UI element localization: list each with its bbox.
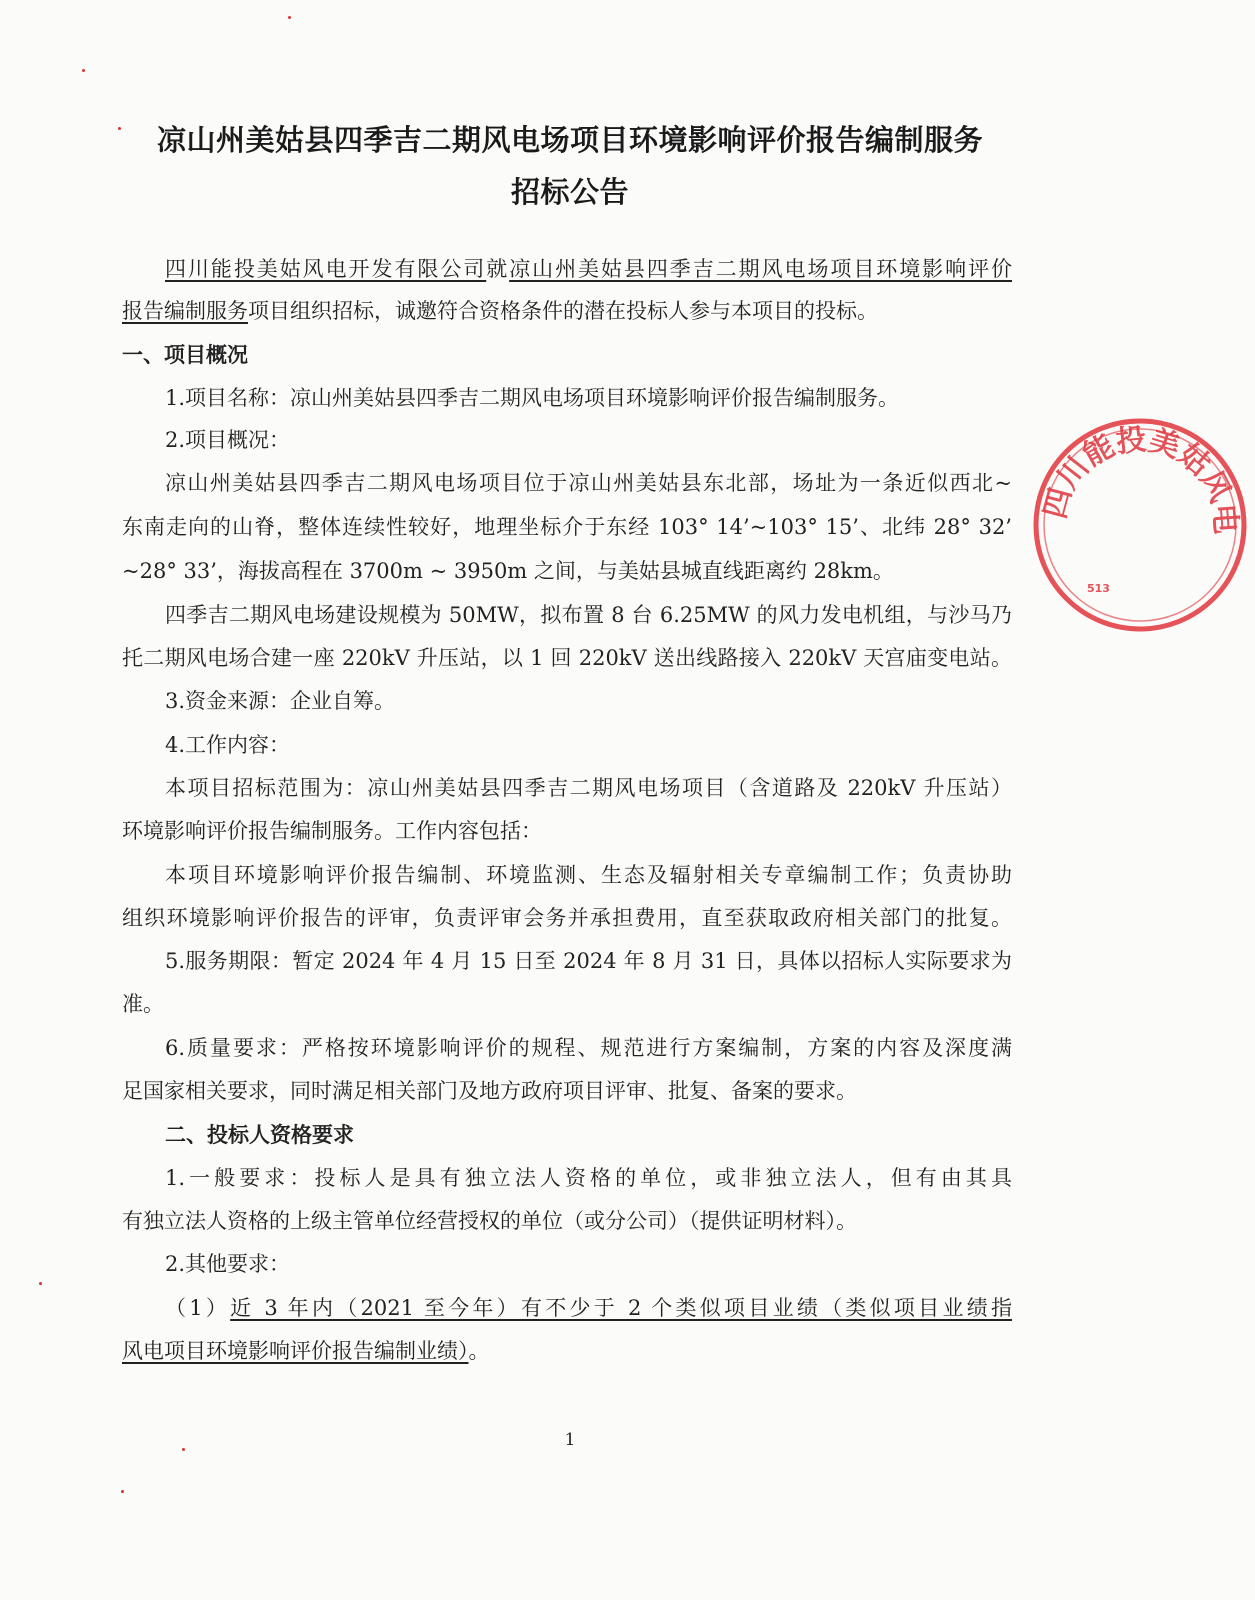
overview-desc-line1: 凉山州美姑县四季吉二期风电场项目位于凉山州美姑县东北部，场址为一条近似西北~ <box>165 471 1012 495</box>
req1-general-line2: 有独立法人资格的上级主管单位经营授权的单位（或分公司）（提供证明材料）。 <box>122 1209 857 1233</box>
intro-line2 <box>122 296 878 326</box>
document-title-line1: 凉山州美姑县四季吉二期风电场项目环境影响评价报告编制服务 <box>156 123 983 157</box>
intro-rest: 项目组织招标，诚邀符合资格条件的潜在投标人参与本项目的投标。 <box>248 299 878 323</box>
req2-other-label: 2.其他要求： <box>165 1252 291 1276</box>
sub-req1-text-cont: 风电项目环境影响评价报告编制业绩） <box>122 1339 469 1363</box>
sub-req1-line1 <box>165 1293 1012 1323</box>
overview-desc-line3: ~28° 33’，海拔高程在 3700m ~ 3950m 之间，与美姑县城直线距离约 28km。 <box>122 559 894 583</box>
intro-company: 四川能投美姑风电开发有限公司 <box>165 257 487 281</box>
item4-work-label: 4.工作内容： <box>165 733 291 757</box>
section2-heading: 二、投标人资格要求 <box>165 1123 354 1147</box>
scale-desc-line2: 托二期风电场合建一座 220kV 升压站，以 1 回 220kV 送出线路接入 220kV 天宫庙变电站。 <box>122 646 1012 670</box>
scale-desc-line1: 四季吉二期风电场建设规模为 50MW，拟布置 8 台 6.25MW 的风力发电机组，与沙马乃 <box>165 603 1012 627</box>
item2-overview-label: 2.项目概况： <box>165 428 291 452</box>
sub-req1-text: 近 3 年内（2021 至今年）有不少于 2 个类似项目业绩（类似项目业绩指 <box>230 1296 1012 1320</box>
intro-project-part1: 凉山州美姑县四季吉二期风电场项目环境影响评价 <box>509 257 1013 281</box>
intro-line1 <box>165 254 1012 284</box>
scan-speck <box>288 16 291 19</box>
seal-code: 513 <box>1087 582 1110 595</box>
item6-quality-line2: 足国家相关要求，同时满足相关部门及地方政府项目评审、批复、备案的要求。 <box>122 1079 857 1103</box>
company-seal-icon <box>1025 410 1255 640</box>
work-content-line2: 组织环境影响评价报告的评审，负责评审会务并承担费用，直至获取政府相关部门的批复。 <box>122 906 1012 930</box>
scope-line1: 本项目招标范围为：凉山州美姑县四季吉二期风电场项目（含道路及 220kV 升压站） <box>165 776 1012 800</box>
item6-quality-line1: 6.质量要求：严格按环境影响评价的规程、规范进行方案编制，方案的内容及深度满 <box>165 1036 1012 1060</box>
section1-heading: 一、项目概况 <box>122 343 248 367</box>
item1-project-name: 1.项目名称：凉山州美姑县四季吉二期风电场项目环境影响评价报告编制服务。 <box>165 386 900 410</box>
seal-text: 四川能投美姑风电 <box>1037 421 1243 536</box>
item5-service-period-line2: 准。 <box>122 992 164 1016</box>
document-title-line2: 招标公告 <box>510 175 629 209</box>
req1-general-line1: 1.一般要求：投标人是具有独立法人资格的单位，或非独立法人，但有由其具 <box>165 1166 1012 1190</box>
item3-funding: 3.资金来源：企业自筹。 <box>165 689 396 713</box>
sub-req1-prefix: （1） <box>165 1296 231 1320</box>
scan-speck <box>121 1490 124 1493</box>
page-number: 1 <box>564 1430 576 1450</box>
intro-connector: 就 <box>486 257 510 281</box>
scan-speck <box>118 127 121 130</box>
scan-speck <box>182 1448 185 1451</box>
scope-line2: 环境影响评价报告编制服务。工作内容包括： <box>122 819 542 843</box>
intro-project-part2: 报告编制服务 <box>122 299 248 323</box>
svg-text:四川能投美姑风电 <box>1038 422 1243 535</box>
work-content-line1: 本项目环境影响评价报告编制、环境监测、生态及辐射相关专章编制工作；负责协助 <box>165 863 1012 887</box>
scan-speck <box>82 69 85 72</box>
item5-service-period-line1: 5.服务期限：暂定 2024 年 4 月 15 日至 2024 年 8 月 31 日，具体以招标人实际要求为 <box>165 949 1012 973</box>
scan-speck <box>39 1282 42 1285</box>
sub-req1-end: 。 <box>468 1339 490 1363</box>
overview-desc-line2: 东南走向的山脊，整体连续性较好，地理坐标介于东经 103° 14’~103° 15’、北纬 28° 32’ <box>122 515 1012 539</box>
sub-req1-line2 <box>122 1336 490 1366</box>
